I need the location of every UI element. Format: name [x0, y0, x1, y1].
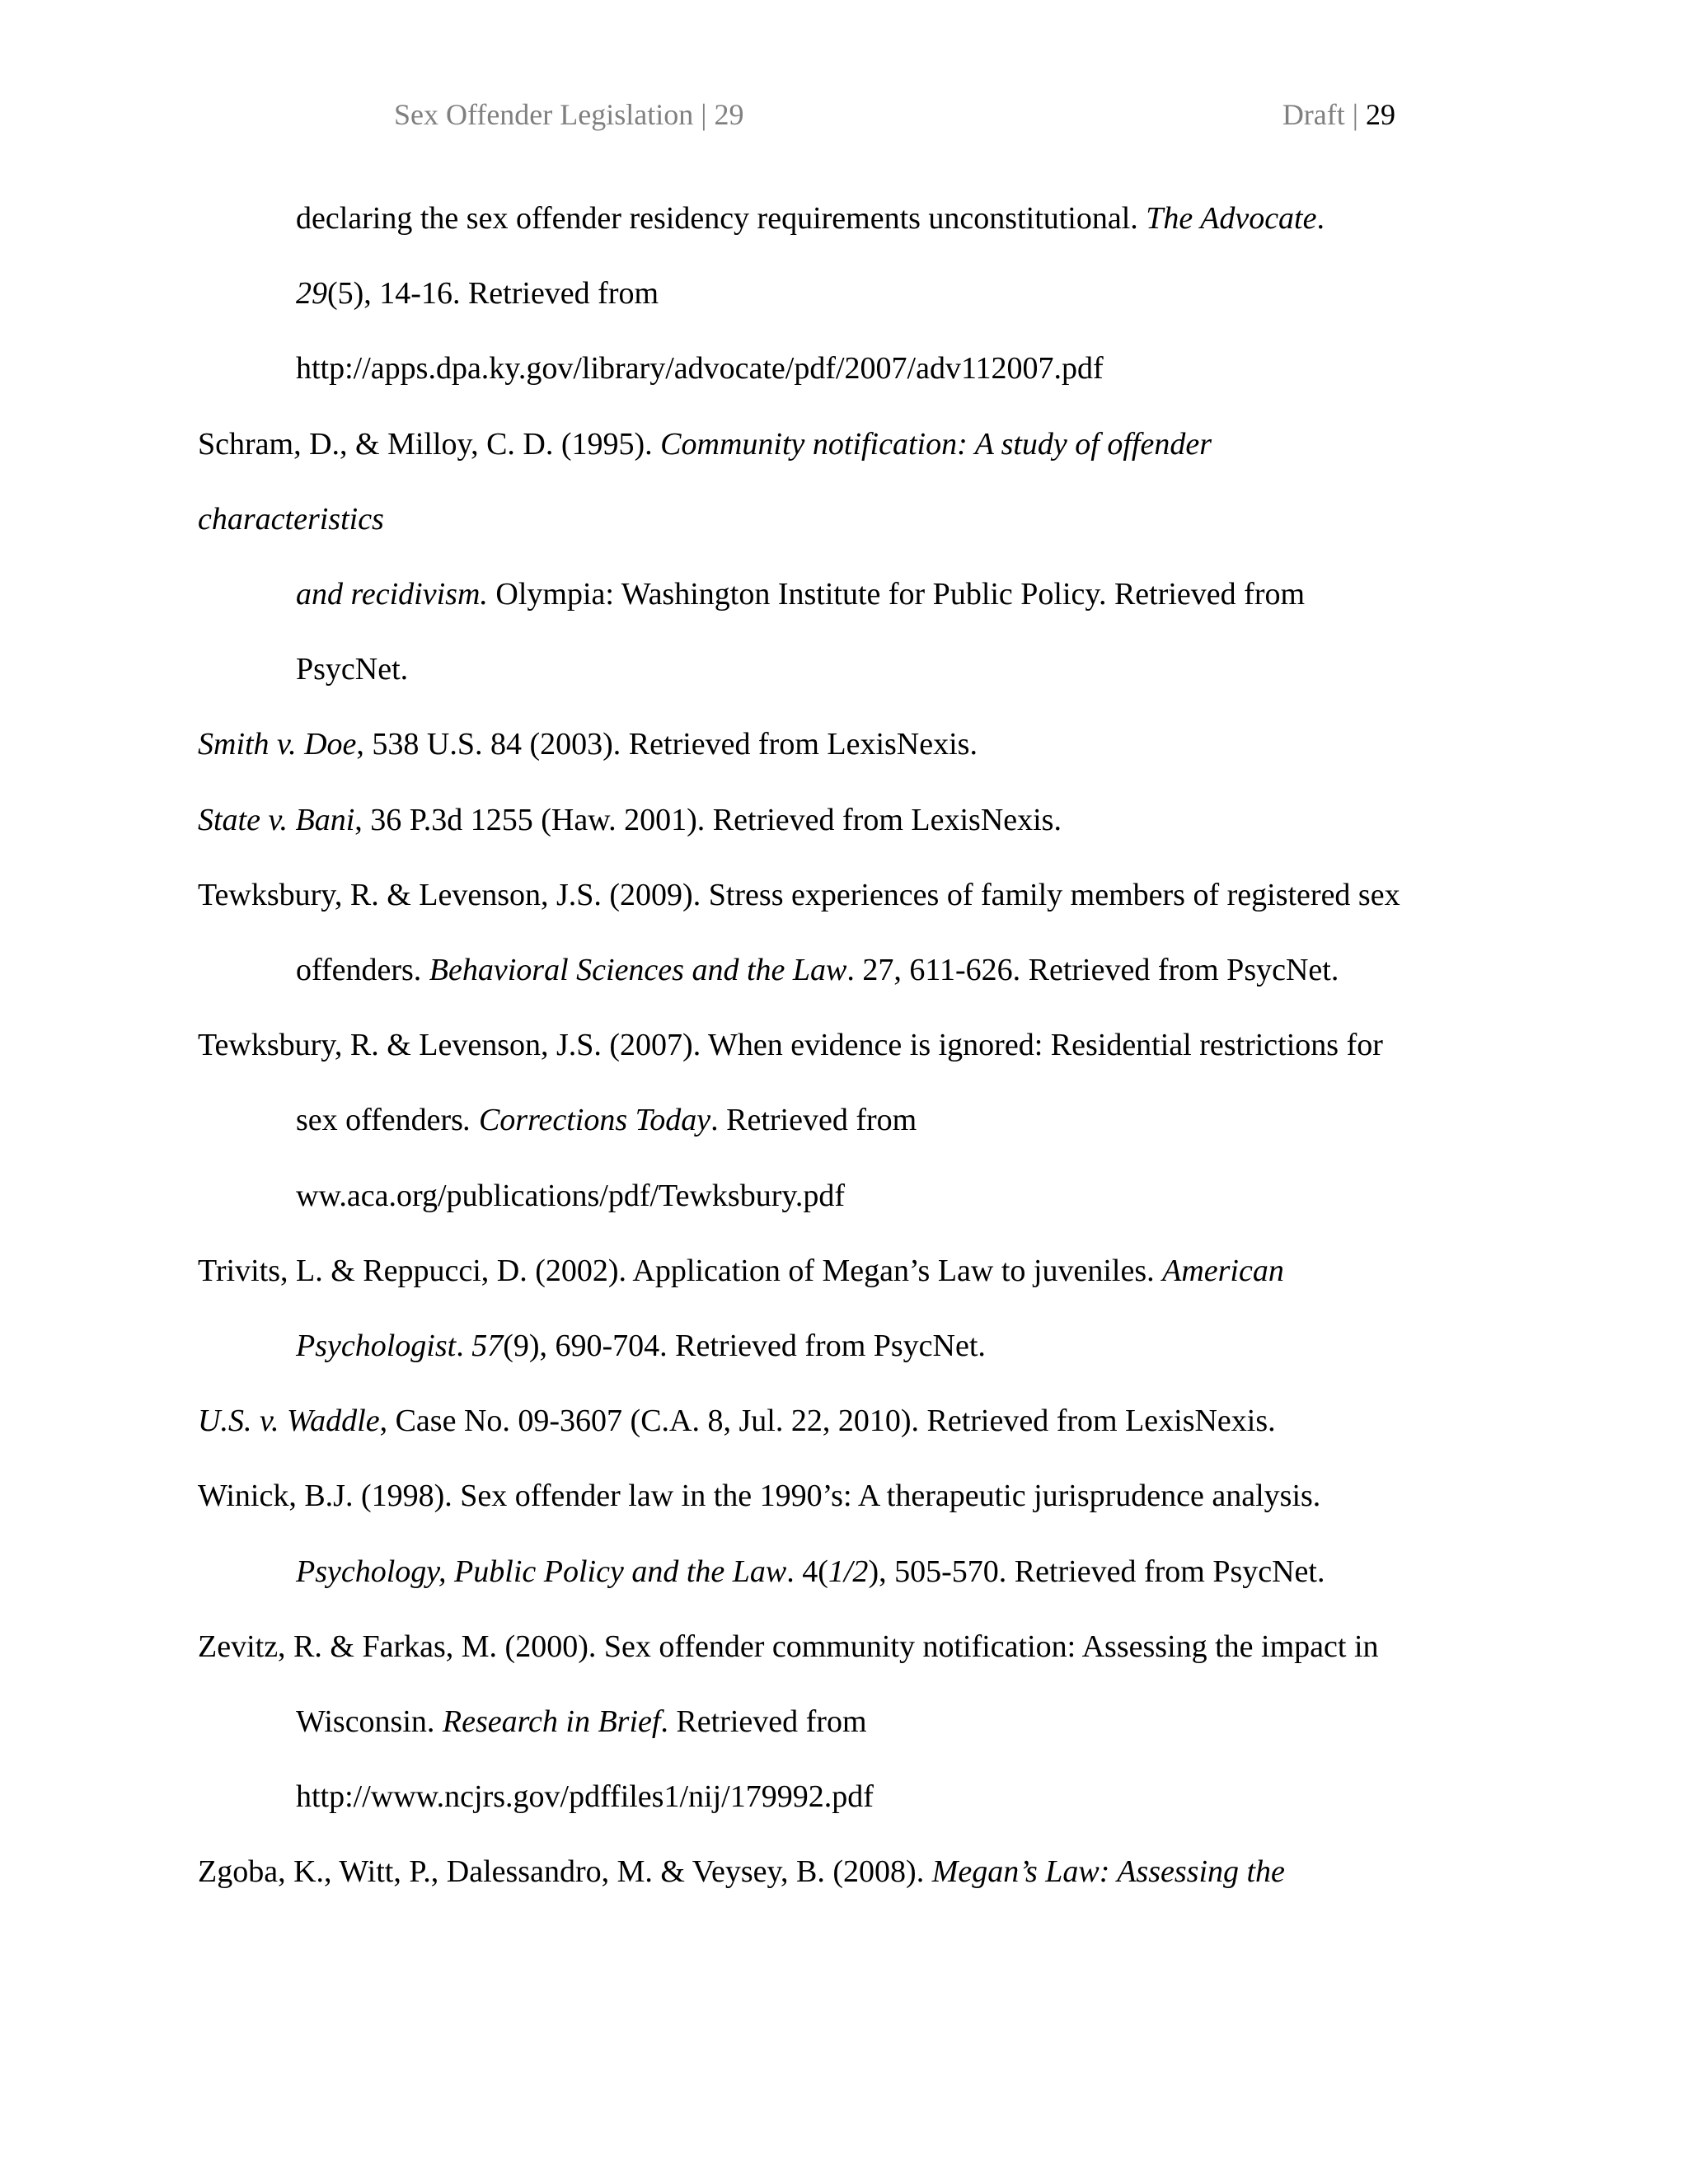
page-number: 29 [1366, 98, 1395, 131]
text-run: (5), 14-16. Retrieved from [327, 276, 659, 312]
text-run: . 27, 611-626. Retrieved from PsycNet. [846, 953, 1339, 987]
text-run: , Case No. 09-3607 (C.A. 8, Jul. 22, 2010). Retrieved from LexisNexis. [379, 1404, 1276, 1439]
italic-text: 57 [471, 1329, 504, 1363]
text-run: . [1316, 201, 1325, 236]
reference-line [198, 1255, 1284, 1286]
reference-line [198, 1404, 1276, 1439]
italic-text: characteristics [198, 501, 384, 537]
italic-text: Psychology, Public Policy and the Law [296, 1554, 787, 1589]
text-run: Schram, D., & Milloy, C. D. (1995). [198, 426, 661, 462]
reference-line [296, 1706, 867, 1737]
text-run: declaring the sex offender residency requirements unconstitutional. [296, 201, 1146, 236]
text-run: (9), 690-704. Retrieved from PsycNet. [503, 1329, 986, 1363]
italic-text: Megan’s Law: Assessing the [931, 1854, 1285, 1890]
italic-text: Smith v. Doe [198, 727, 357, 762]
italic-text: American [1162, 1253, 1284, 1288]
reference-line [198, 804, 1062, 836]
text-run: Tewksbury, R. & Levenson, J.S. (2007). When evidence is ignored: Residential restrictions for [198, 1028, 1383, 1063]
reference-line [296, 351, 1104, 387]
text-run: Tewksbury, R. & Levenson, J.S. (2009). Stress experiences of family members of registered sex [198, 877, 1400, 912]
text-run: sex offenders [296, 1103, 463, 1138]
italic-text: State v. Bani [198, 802, 355, 837]
text-run: . Retrieved from [710, 1103, 917, 1138]
italic-text: Community notification: A study of offender [660, 426, 1212, 462]
text-run: Zgoba, K., Witt, P., Dalessandro, M. & Veysey, B. (2008). [198, 1854, 932, 1890]
text-run: offenders. [296, 953, 429, 987]
reference-line [296, 654, 408, 685]
text-run: PsycNet. [296, 652, 409, 687]
italic-text: Psychologist [296, 1329, 457, 1363]
reference-line [198, 729, 978, 760]
reference-line [198, 1029, 1383, 1061]
text-run: , 36 P.3d 1255 (Haw. 2001). Retrieved from LexisNexis. [354, 802, 1062, 837]
reference-line [198, 426, 1212, 462]
draft-label: Draft [1282, 98, 1345, 131]
reference-line [296, 579, 1305, 610]
draft-page-label [1282, 97, 1395, 132]
reference-line [296, 954, 1339, 986]
text-run: http://apps.dpa.ky.gov/library/advocate/pdf/2007/adv112007.pdf [296, 351, 1104, 387]
italic-text: . Corrections Today [462, 1103, 711, 1138]
reference-line [198, 879, 1400, 911]
text-run: Wisconsin. [296, 1704, 443, 1739]
reference-line [296, 1104, 917, 1136]
reference-line [198, 501, 384, 537]
text-run: Winick, B.J. (1998). Sex offender law in the 1990’s: A therapeutic jurisprudence analysis. [198, 1479, 1321, 1514]
running-head: Sex Offender Legislation | 29 [394, 98, 744, 131]
italic-text: Behavioral Sciences and the Law [429, 953, 847, 987]
text-run: ww.aca.org/publications/pdf/Tewksbury.pdf [296, 1178, 846, 1213]
text-run: . [456, 1329, 472, 1363]
reference-line [198, 1479, 1321, 1514]
reference-line [198, 1854, 1285, 1890]
reference-line [296, 1556, 1325, 1587]
text-run: , 538 U.S. 84 (2003). Retrieved from LexisNexis. [356, 727, 978, 762]
reference-line [296, 1779, 874, 1815]
reference-line [296, 276, 659, 312]
reference-line [296, 1330, 986, 1361]
reference-line [296, 1180, 845, 1212]
italic-text: U.S. v. Waddle [198, 1404, 380, 1439]
italic-text: The Advocate [1146, 201, 1317, 236]
text-run: . Retrieved from [660, 1704, 867, 1739]
text-run: ), 505-570. Retrieved from PsycNet. [868, 1554, 1325, 1589]
italic-text: and recidivism. [296, 577, 488, 612]
italic-text: Research in Brief [442, 1704, 661, 1739]
italic-text: 1/2 [828, 1554, 869, 1589]
text-run: . 4( [786, 1554, 828, 1589]
text-run: Zevitz, R. & Farkas, M. (2000). Sex offender community notification: Assessing the impact in [198, 1629, 1379, 1664]
italic-text: 29 [296, 276, 327, 312]
text-run: Olympia: Washington Institute for Public Policy. Retrieved from [487, 577, 1306, 612]
reference-line [296, 203, 1325, 234]
text-run: Trivits, L. & Reppucci, D. (2002). Application of Megan’s Law to juveniles. [198, 1253, 1163, 1288]
text-run: http://www.ncjrs.gov/pdffiles1/nij/179992.pdf [296, 1779, 874, 1815]
header-separator: | [1352, 98, 1358, 131]
reference-line [198, 1631, 1379, 1662]
